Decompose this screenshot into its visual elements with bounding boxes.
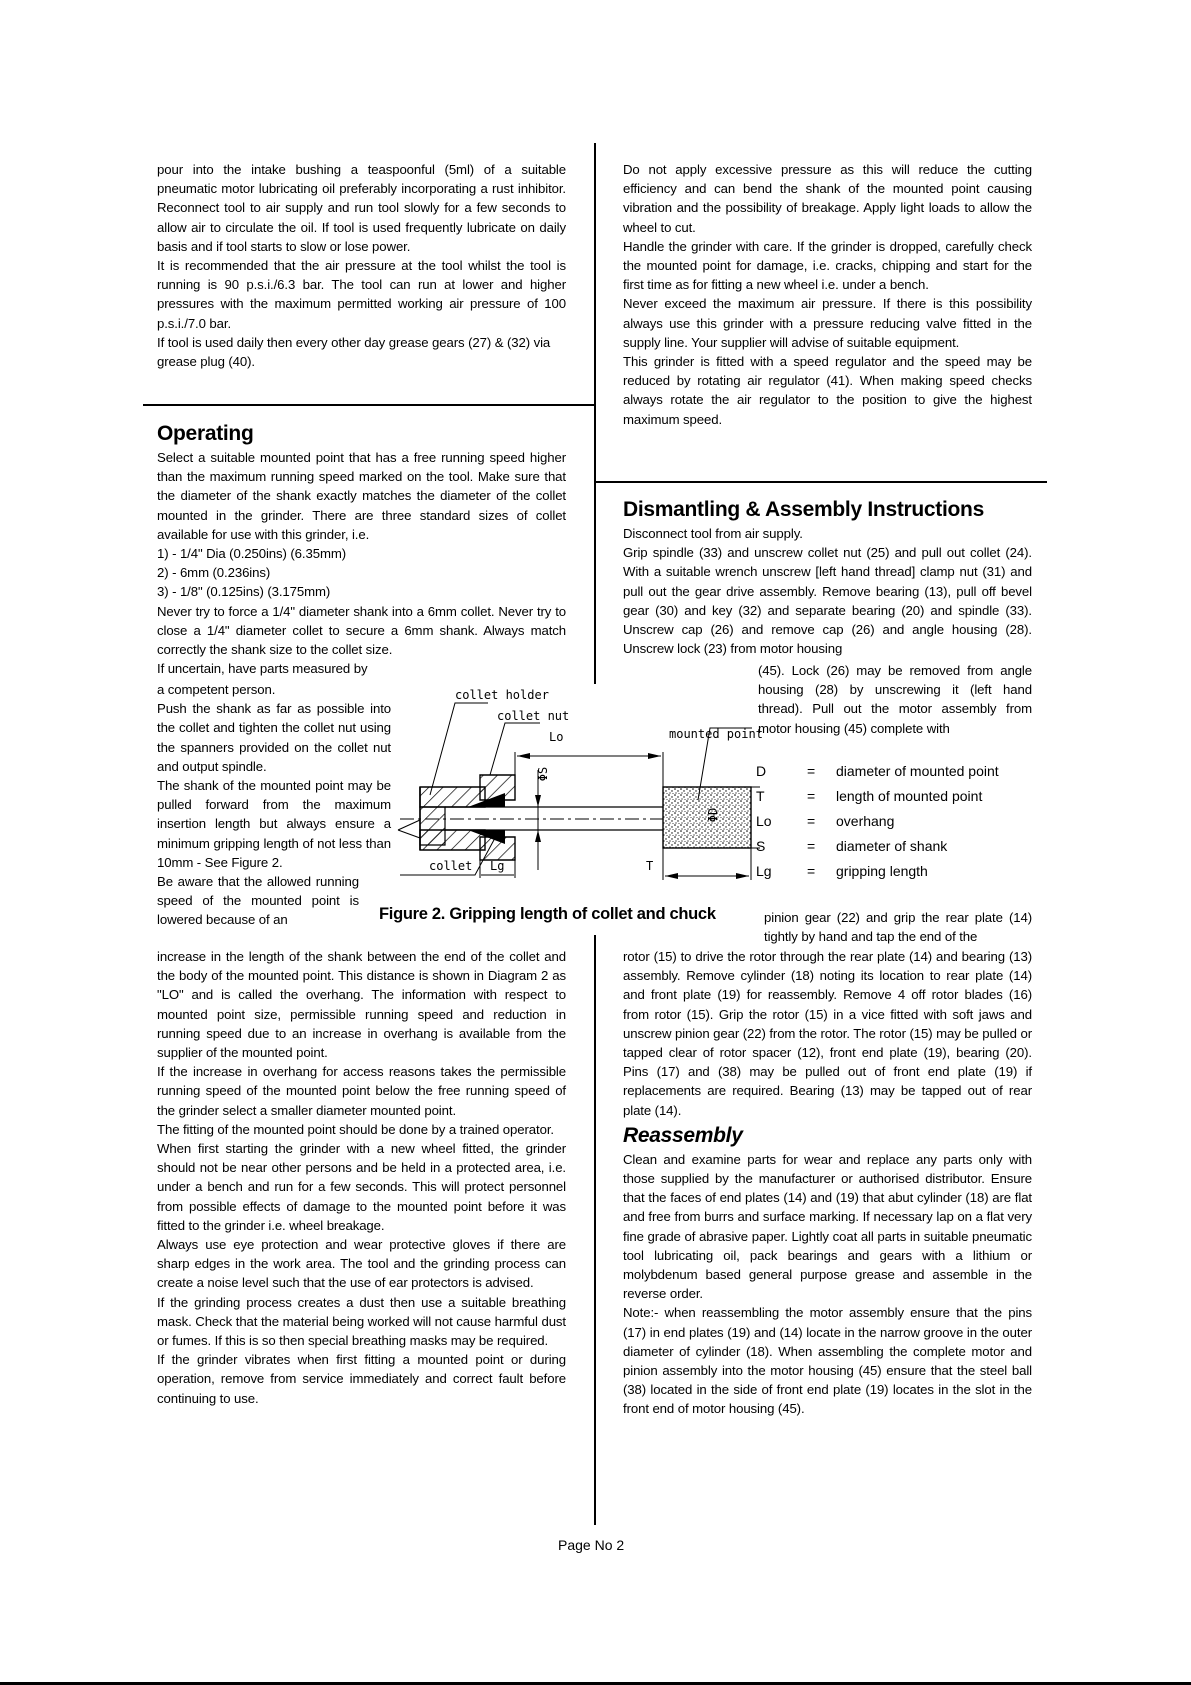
operating-paragraph: If the increase in overhang for access reasons takes the permissible running speed of the mounted point below the free running speed of the grinder select a smaller diameter mounted point. xyxy=(157,1064,566,1118)
legend-equals: = xyxy=(807,863,816,879)
legend-meaning: gripping length xyxy=(836,863,928,879)
operating-paragraph: Never try to force a 1/4" diameter shank into a 6mm collet. Never try to close a 1/4" diameter collet to secure a 6mm shank. Always match correctly the shank size to the collet size. xyxy=(157,603,566,658)
column-divider xyxy=(594,935,596,1525)
operating-paragraph: The fitting of the mounted point should be done by a trained operator. xyxy=(157,1121,554,1137)
collet-size-item: 3) - 1/8" (0.125ins) (3.175mm) xyxy=(157,584,331,600)
label-mounted-point: mounted point xyxy=(669,727,763,741)
label-lo: Lo xyxy=(549,730,564,744)
dismantling-continued xyxy=(623,947,1032,1419)
safety-paragraph: Handle the grinder with care. If the grinder is dropped, carefully check the mounted point for damage, i.e. cracks, chipping and start for the first time as for fitting a new wheel i.e. under a bench. xyxy=(623,238,1032,293)
legend-equals: = xyxy=(807,813,816,829)
right-intro xyxy=(623,160,1032,429)
dismantling-paragraph: Grip spindle (33) and unscrew collet nut (25) and pull out collet (24). With a suitable wrench unscrew [left hand thread] clamp nut (31) and pull out the gear drive assembly. Remove bearing (13), pull off bevel gear (30) and key (32) and separate bearing (20) and spindle (33). Unscrew cap (26) and remove cap (26) and angle housing (28). Unscrew lock (23) from motor housing xyxy=(623,545,1032,657)
legend-symbol: D xyxy=(756,763,767,779)
dismantling-section xyxy=(623,498,1032,658)
legend-meaning: overhang xyxy=(836,813,895,829)
collet-diagram xyxy=(380,680,760,880)
operating-paragraph: a competent person. xyxy=(157,682,276,697)
legend-meaning: diameter of mounted point xyxy=(836,763,999,779)
dismantling-paragraph: rotor (15) to drive the rotor through the rear plate (14) and bearing (13) assembly. Remove cylinder (18) noting its location to rear plate (14) and front plate (19) for reassembly. Remove 4 off rotor blades (16) from rotor (15). Grip the rotor (15) in a vice fitted with soft jaws and unscrew pinion gear (22) from the rotor. The rotor (15) may be pulled or tapped clear of rotor spacer (12), front end plate (19), bearing (20). Pins (17) and (38) may be pulled out of front end plate (19) if replacements are required. Bearing (13) may be tapped out of rear plate (14). xyxy=(623,949,1032,1118)
intro-paragraph: pour into the intake bushing a teaspoonful (5ml) of a suitable pneumatic motor lubricating oil preferably incorporating a rust inhibitor. Reconnect tool to air supply and run tool slowly for a few seconds to allow air to circulate the oil. If tool is used frequently lubricate on daily basis and if tool starts to slow or lose power. xyxy=(157,162,566,254)
operating-paragraph: If the grinding process creates a dust then use a suitable breathing mask. Check that the material being worked will not cause harmful dust or fumes. If this is so then special breathing masks may be required. xyxy=(157,1294,566,1349)
section-heading-reassembly: Reassembly xyxy=(623,1123,743,1147)
section-heading-dismantling: Dismantling & Assembly Instructions xyxy=(623,498,984,521)
dismantling-paragraph: (45). Lock (26) may be removed from angle housing (28) by unscrewing it (left hand thread). Pull out the motor assembly from motor housing (45) complete with xyxy=(758,663,1032,736)
legend-meaning: length of mounted point xyxy=(836,788,983,804)
legend-symbol: Lo xyxy=(756,813,772,829)
left-intro xyxy=(157,160,566,371)
safety-paragraph: Never exceed the maximum air pressure. If there is this possibility always use this grinder with a pressure reducing valve fitted in the supply line. Your supplier will advise of suitable equipment. xyxy=(623,296,1032,350)
dismantling-paragraph: Disconnect tool from air supply. xyxy=(623,526,803,541)
collet-size-item: 2) - 6mm (0.236ins) xyxy=(157,565,271,581)
label-collet-nut: collet nut xyxy=(497,709,570,723)
figure-legend xyxy=(756,762,1046,892)
operating-paragraph: Be aware that the allowed running speed of the mounted point is lowered because of an xyxy=(157,874,359,928)
label-d: ΦD xyxy=(706,807,721,823)
operating-paragraph: Always use eye protection and wear protective gloves if there are sharp edges in the work area. The tool and the grinding process can create a noise level such that the use of ear protectors is advised. xyxy=(157,1237,566,1291)
section-divider xyxy=(143,404,595,406)
reassembly-paragraph: Clean and examine parts for wear and replace any parts only with those supplied by the manufacturer or authorised distributor. Ensure that the faces of end plates (14) and (19) that abut cylinder (18) are flat and free from burrs and surface marking. If necessary lap on a flat very fine grade of abrasive paper. Lightly coat all parts in suitable pneumatic tool lubricating oil, pack bearings and gears with a lithium or molybdenum based general purpose grease and assemble in the reverse order. xyxy=(623,1151,1032,1302)
legend-equals: = xyxy=(807,763,816,779)
legend-symbol: T xyxy=(756,788,765,804)
operating-paragraph: Select a suitable mounted point that has a free running speed higher than the maximum running speed marked on the tool. Make sure that the diameter of the shank exactly matches the diameter of the collet mounted in the grinder. There are three standard sizes of collet available for use with this grinder, i.e. xyxy=(157,450,566,542)
dismantling-narrow-block-2 xyxy=(764,908,1032,946)
operating-section xyxy=(157,422,566,678)
reassembly-paragraph: Note:- when reassembling the motor assembly ensure that the pins (17) in end plates (19) and (14) locate in the narrow groove in the outer diameter of cylinder (18). When assembling the complete motor and pinion assembly into the motor housing (45) ensure that the steel ball (38) located in the side of front end plate (19) locates in the slot in the front end of motor housing (45). xyxy=(623,1305,1032,1417)
legend-equals: = xyxy=(807,838,816,854)
figure-caption: Figure 2. Gripping length of collet and chuck xyxy=(379,905,716,923)
collet-nut-shape xyxy=(480,775,515,860)
intro-paragraph: If tool is used daily then every other day grease gears (27) & (32) via grease plug (40). xyxy=(157,334,551,370)
label-s: ΦS xyxy=(536,766,551,782)
operating-narrow-block xyxy=(157,680,391,930)
column-divider xyxy=(594,143,596,684)
legend-symbol: S xyxy=(756,838,766,854)
safety-paragraph: This grinder is fitted with a speed regulator and the speed may be reduced by rotating air regulator (41). When making speed checks always rotate the air regulator to the position to give the highest maximum speed. xyxy=(623,354,1032,427)
collet-holder-leader xyxy=(430,703,488,795)
label-lg: Lg xyxy=(490,859,505,873)
intro-paragraph: It is recommended that the air pressure at the tool whilst the tool is running is 90 p.s.i./6.3 bar. The tool can run at lower and higher pressures with the maximum permitted working air pressure of 100 p.s.i./7.0 bar. xyxy=(157,258,566,331)
legend-symbol: Lg xyxy=(756,863,772,879)
safety-paragraph: Do not apply excessive pressure as this will reduce the cutting efficiency and can bend the shank of the mounted point causing vibration and the possibility of breakage. Apply light loads to allow the wheel to cut. xyxy=(623,162,1032,235)
operating-paragraph: The shank of the mounted point may be pulled forward from the maximum insertion length but always ensure a minimum gripping length of not less than 10mm - See Figure 2. xyxy=(157,778,391,870)
operating-continued xyxy=(157,947,566,1408)
operating-paragraph: Push the shank as far as possible into the collet and tighten the collet nut using the spanners provided on the collet nut and output spindle. xyxy=(157,701,391,774)
label-collet: collet xyxy=(429,859,473,873)
page-number: Page No 2 xyxy=(558,1537,625,1553)
operating-paragraph: When first starting the grinder with a new wheel fitted, the grinder should not be near other persons and be held in a protected area, i.e. under a bench and run for a few seconds. This will protect personnel from possible effects of damage to the mounted point before it was fitted to the grinder i.e. wheel breakage. xyxy=(157,1141,566,1233)
dismantling-paragraph: pinion gear (22) and grip the rear plate (14) tightly by hand and tap the end of the xyxy=(764,910,1032,945)
operating-paragraph: If the grinder vibrates when first fitting a mounted point or during operation, remove from service immediately and correct fault before continuing to use. xyxy=(157,1352,566,1406)
section-divider xyxy=(596,481,1047,483)
legend-meaning: diameter of shank xyxy=(836,838,948,854)
operating-paragraph: If uncertain, have parts measured by xyxy=(157,661,368,677)
legend-equals: = xyxy=(807,788,816,804)
dismantling-narrow-block xyxy=(758,661,1032,738)
label-t: T xyxy=(646,859,654,873)
operating-paragraph: increase in the length of the shank between the end of the collet and the body of the mounted point. This distance is shown in Diagram 2 as "LO" and is called the overhang. The information with respect to mounted point size, permissible running speed and reduction in running speed due to an increase in overhang is available from the supplier of the mounted point. xyxy=(157,949,566,1061)
collet-size-item: 1) - 1/4" Dia (0.250ins) (6.35mm) xyxy=(157,546,347,562)
section-heading-operating: Operating xyxy=(157,422,254,445)
label-collet-holder: collet holder xyxy=(455,688,549,702)
